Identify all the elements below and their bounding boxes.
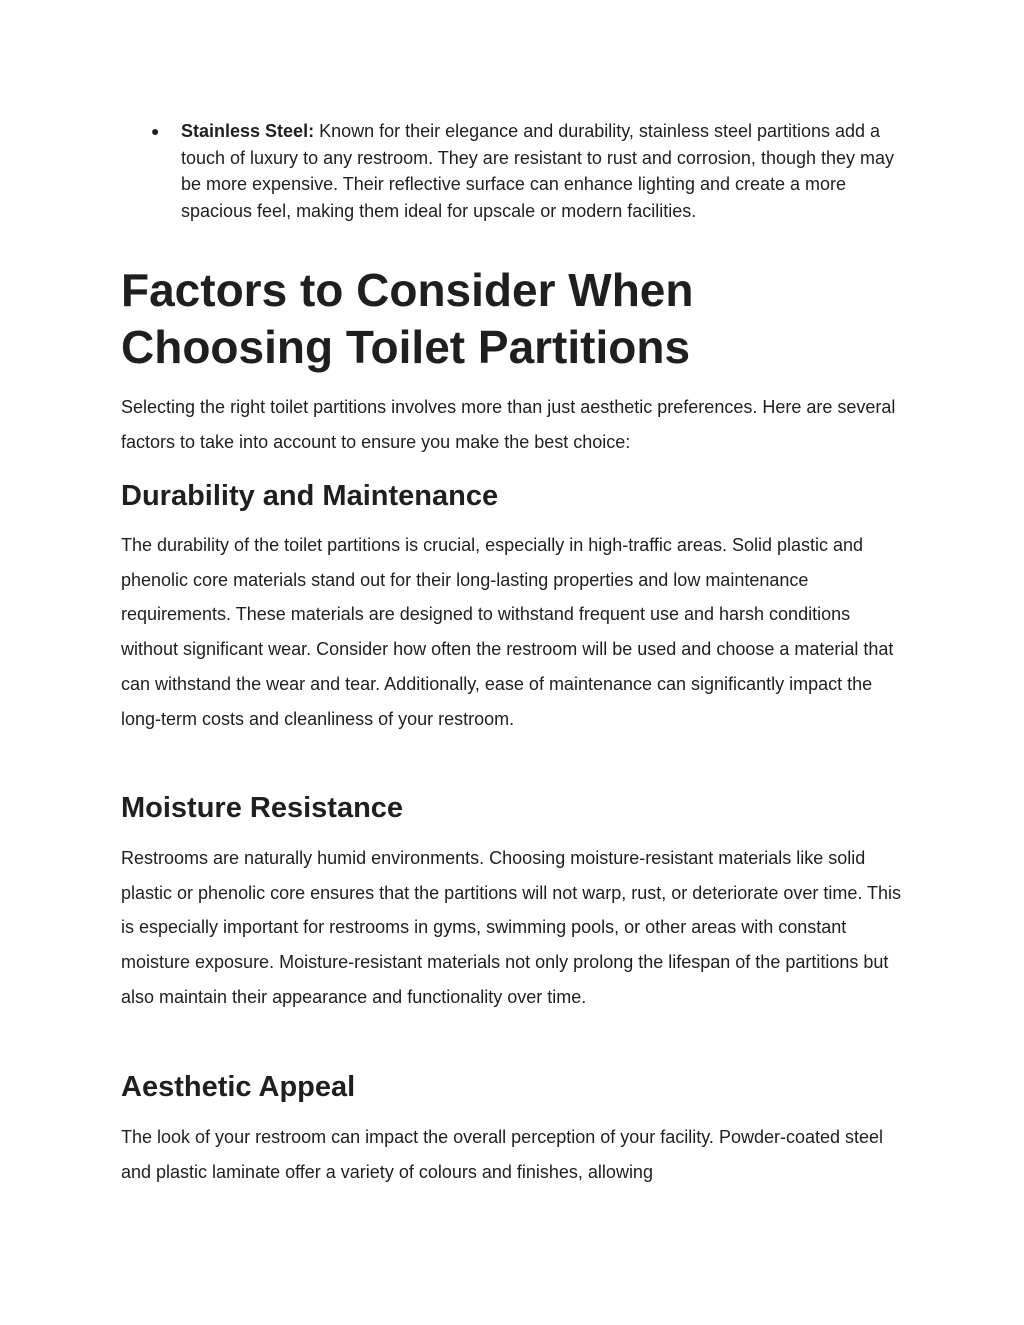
section-heading-aesthetic: Aesthetic Appeal xyxy=(121,1071,356,1103)
list-item xyxy=(121,118,911,225)
section-heading-moisture: Moisture Resistance xyxy=(121,792,404,824)
section-body-moisture: Restrooms are naturally humid environments. Choosing moisture-resistant materials like solid plastic or phenolic core ensures that the partitions will not warp, rust, or deteriorate over time. This is especially important for restrooms in gyms, swimming pools, or other areas with constant moisture exposure. Moisture-resistant materials not only prolong the lifespan of the partitions but also maintain their appearance and functionality over time. xyxy=(121,848,902,1007)
section-body-aesthetic: The look of your restroom can impact the overall perception of your facility. Powder-coated steel and plastic laminate offer a variety of colours and finishes, allowing xyxy=(121,1127,884,1182)
intro-paragraph: Selecting the right toilet partitions involves more than just aesthetic preferences. Here are several factors to take into account to ensure you make the best choice: xyxy=(121,397,896,452)
bullet-body: Known for their elegance and durability, stainless steel partitions add a touch of luxury to any restroom. They are resistant to rust and corrosion, though they may be more expensive. Their reflective surface can enhance lighting and create a more spacious feel, making them ideal for upscale or modern facilities. xyxy=(181,121,895,222)
section-heading-durability: Durability and Maintenance xyxy=(121,480,499,512)
bullet-label: Stainless Steel: xyxy=(181,121,315,141)
bullet-icon: ● xyxy=(151,123,160,139)
page-title: Factors to Consider When Choosing Toilet Partitions xyxy=(121,264,694,373)
bullet-text xyxy=(181,121,894,221)
material-bullet-list xyxy=(121,118,911,225)
section-body-durability: The durability of the toilet partitions is crucial, especially in high-traffic areas. Solid plastic and phenolic core materials stand out for their long-lasting properties and low maintenance requirements. These materials are designed to withstand frequent use and harsh conditions without significant wear. Consider how often the restroom will be used and choose a material that can withstand the wear and tear. Additionally, ease of maintenance can significantly impact the long-term costs and cleanliness of your restroom. xyxy=(121,535,894,729)
